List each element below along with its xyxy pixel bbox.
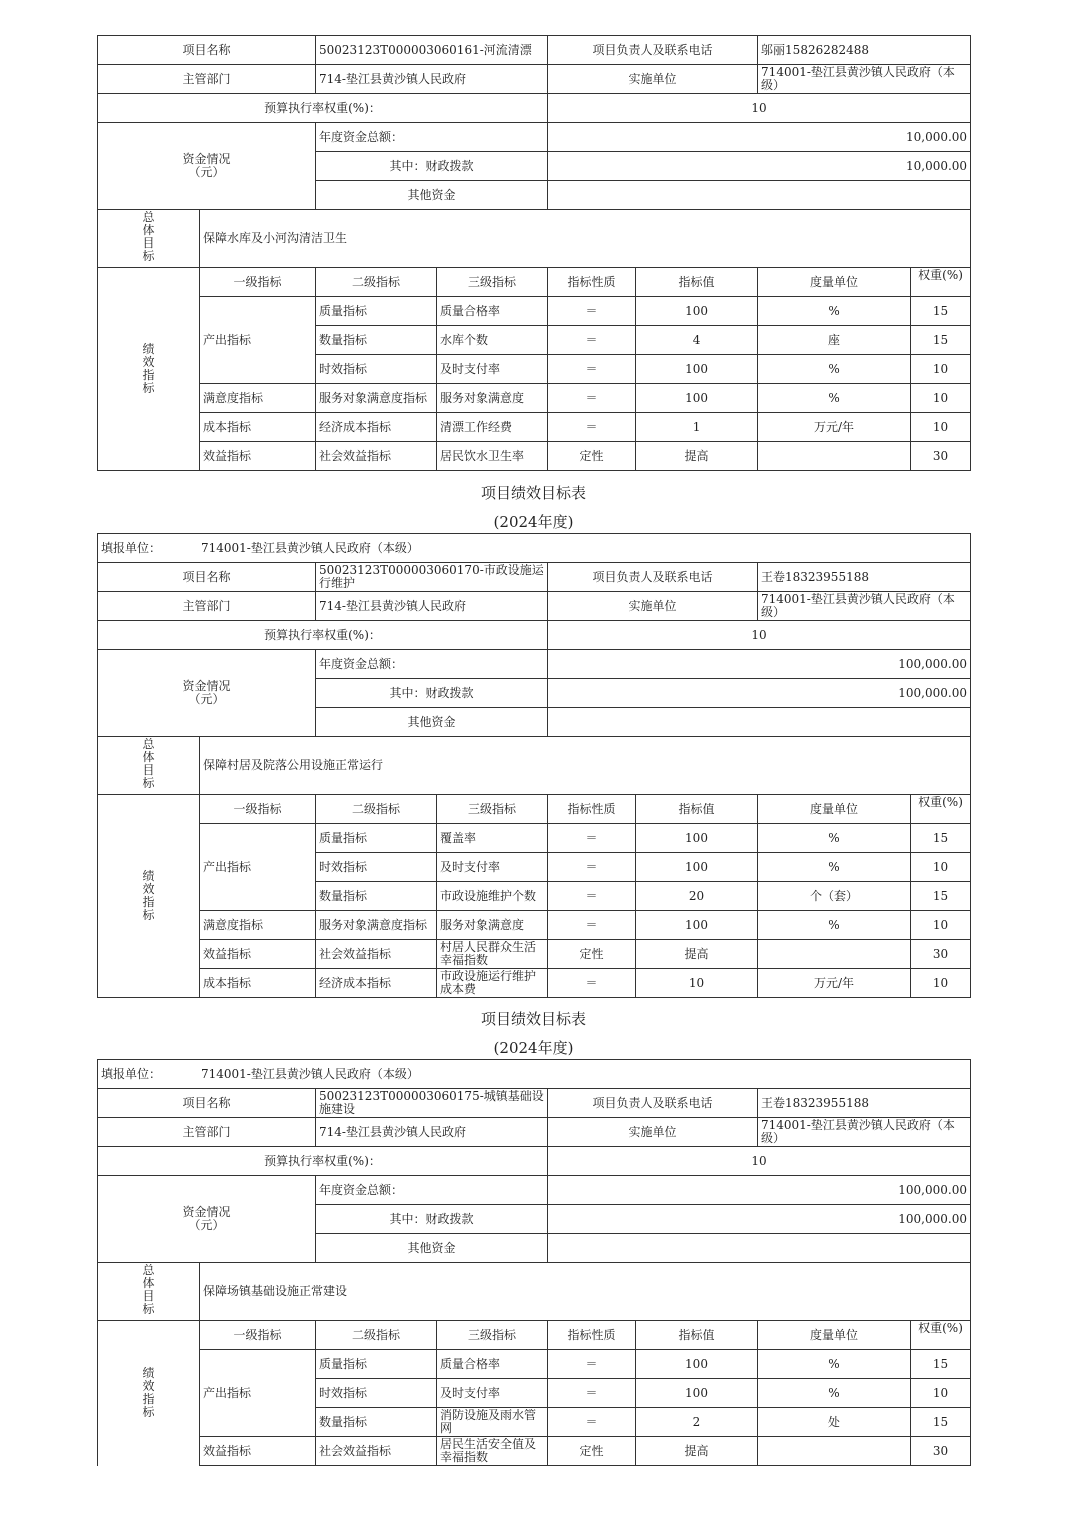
cell-weight: 10 <box>911 384 971 413</box>
cell-lv3: 及时支付率 <box>437 355 548 384</box>
label-fiscal: 其中：财政拨款 <box>316 152 548 181</box>
label-goal: 总体目标 <box>142 1263 155 1316</box>
row-goal <box>98 210 971 268</box>
cell-weight: 10 <box>911 969 971 998</box>
cell-weight: 15 <box>911 882 971 911</box>
header-lv3: 三级指标 <box>437 1321 548 1350</box>
row-project-name <box>98 1089 971 1118</box>
label-goal: 总体目标 <box>142 210 155 263</box>
label-annual-total: 年度资金总额： <box>316 650 548 679</box>
cell-unit <box>758 442 911 471</box>
cell-weight: 30 <box>911 940 971 969</box>
table-row <box>98 297 971 326</box>
label-perf: 绩效指标 <box>142 342 155 395</box>
project-name-value: 50023123T000003060170-市政设施运行维护 <box>319 564 544 590</box>
header-value: 指标值 <box>636 268 758 297</box>
annual-total-value: 10,000.00 <box>548 123 971 152</box>
header-unit: 度量单位 <box>758 1321 911 1350</box>
row-indicator-header <box>98 1321 971 1350</box>
fill-unit-value: 714001-垫江县黄沙镇人民政府（本级） <box>201 540 419 555</box>
cell-lv2: 时效指标 <box>316 1379 437 1408</box>
cell-weight: 10 <box>911 413 971 442</box>
cell-lv2: 社会效益指标 <box>316 442 437 471</box>
impl-unit-value: 714001-垫江县黄沙镇人民政府（本级） <box>761 1119 955 1145</box>
label-owner-phone: 项目负责人及联系电话 <box>548 36 758 65</box>
table-row <box>98 911 971 940</box>
header-lv2: 二级指标 <box>316 268 437 297</box>
cell-value: 提高 <box>636 1437 758 1466</box>
cell-nature: ＝ <box>548 1379 636 1408</box>
project-name-value: 50023123T000003060175-城镇基础设施建设 <box>319 1090 544 1116</box>
cell-unit: % <box>758 297 911 326</box>
cell-nature: ＝ <box>548 824 636 853</box>
header-weight: 权重(%) <box>918 269 963 282</box>
project-name-value: 50023123T000003060161-河流清漂 <box>316 36 548 65</box>
cell-value: 100 <box>636 911 758 940</box>
label-other-fund: 其他资金 <box>316 708 548 737</box>
label-budget-weight: 预算执行率权重(%)： <box>98 621 548 650</box>
cell-lv3: 及时支付率 <box>437 853 548 882</box>
table-row <box>98 1350 971 1379</box>
dept-value: 714-垫江县黄沙镇人民政府 <box>316 65 548 94</box>
table-year: (2024年度) <box>493 1039 574 1057</box>
label-fund: 资金情况（元） <box>182 679 231 706</box>
table-row <box>98 969 971 998</box>
label-owner-phone: 项目负责人及联系电话 <box>548 1089 758 1118</box>
table-year: (2024年度) <box>493 513 574 531</box>
label-project-name: 项目名称 <box>98 1089 316 1118</box>
cell-unit: % <box>758 824 911 853</box>
row-goal <box>98 737 971 795</box>
cell-value: 20 <box>636 882 758 911</box>
fill-unit-value: 714001-垫江县黄沙镇人民政府（本级） <box>201 1066 419 1081</box>
cell-unit: % <box>758 853 911 882</box>
cell-lv3: 质量合格率 <box>437 297 548 326</box>
cell-lv3: 覆盖率 <box>437 824 548 853</box>
cell-lv2: 服务对象满意度指标 <box>316 384 437 413</box>
header-lv2: 二级指标 <box>316 1321 437 1350</box>
cell-value: 10 <box>636 969 758 998</box>
header-value: 指标值 <box>636 1321 758 1350</box>
cell-nature: 定性 <box>548 940 636 969</box>
cell-lv3: 居民饮水卫生率 <box>437 442 548 471</box>
cell-nature: ＝ <box>548 326 636 355</box>
cell-lv2: 数量指标 <box>316 1408 437 1437</box>
cell-lv3: 市政设施运行维护成本费 <box>440 970 537 996</box>
row-annual-total <box>98 123 971 152</box>
budget-weight-value: 10 <box>548 1147 971 1176</box>
owner-phone-value: 邬丽15826282488 <box>758 36 971 65</box>
label-fiscal: 其中：财政拨款 <box>316 679 548 708</box>
owner-phone-value: 王卷18323955188 <box>758 1089 971 1118</box>
label-impl-unit: 实施单位 <box>548 592 758 621</box>
cell-value: 100 <box>636 1350 758 1379</box>
cell-lv1: 产出指标 <box>200 824 316 911</box>
cell-lv3: 村居人民群众生活幸福指数 <box>440 941 537 967</box>
label-other-fund: 其他资金 <box>316 1234 548 1263</box>
cell-lv3: 消防设施及雨水管网 <box>440 1409 537 1435</box>
dept-value: 714-垫江县黄沙镇人民政府 <box>316 1118 548 1147</box>
performance-table-3 <box>97 1059 971 1466</box>
row-indicator-header <box>98 795 971 824</box>
cell-lv3: 服务对象满意度 <box>437 384 548 413</box>
row-project-name <box>98 563 971 592</box>
cell-lv2: 数量指标 <box>316 882 437 911</box>
budget-weight-value: 10 <box>548 621 971 650</box>
cell-nature: ＝ <box>548 882 636 911</box>
row-dept <box>98 1118 971 1147</box>
fiscal-value: 100,000.00 <box>548 679 971 708</box>
cell-unit <box>758 1437 911 1466</box>
cell-nature: 定性 <box>548 1437 636 1466</box>
cell-unit: % <box>758 911 911 940</box>
cell-unit: 处 <box>758 1408 911 1437</box>
performance-table-1 <box>97 35 971 471</box>
cell-lv2: 数量指标 <box>316 326 437 355</box>
label-fund: 资金情况（元） <box>182 1205 231 1232</box>
label-fiscal: 其中：财政拨款 <box>316 1205 548 1234</box>
row-dept <box>98 592 971 621</box>
cell-unit: 万元/年 <box>758 969 911 998</box>
row-dept <box>98 65 971 94</box>
cell-lv3: 市政设施维护个数 <box>437 882 548 911</box>
table-row <box>98 940 971 969</box>
cell-nature: 定性 <box>548 442 636 471</box>
row-annual-total <box>98 650 971 679</box>
performance-table-2 <box>97 533 971 998</box>
label-dept: 主管部门 <box>98 1118 316 1147</box>
cell-unit <box>758 940 911 969</box>
other-fund-value <box>548 181 971 210</box>
cell-value: 100 <box>636 853 758 882</box>
cell-nature: ＝ <box>548 1350 636 1379</box>
cell-value: 4 <box>636 326 758 355</box>
table-row <box>98 442 971 471</box>
budget-weight-value: 10 <box>548 94 971 123</box>
label-project-name: 项目名称 <box>98 36 316 65</box>
annual-total-value: 100,000.00 <box>548 1176 971 1205</box>
cell-weight: 30 <box>911 1437 971 1466</box>
header-unit: 度量单位 <box>758 268 911 297</box>
cell-lv3: 质量合格率 <box>437 1350 548 1379</box>
owner-phone-value: 王卷18323955188 <box>758 563 971 592</box>
table-row <box>98 413 971 442</box>
cell-lv2: 社会效益指标 <box>316 940 437 969</box>
dept-value: 714-垫江县黄沙镇人民政府 <box>316 592 548 621</box>
label-perf: 绩效指标 <box>142 869 155 922</box>
table-row <box>98 1437 971 1466</box>
cell-lv1: 效益指标 <box>200 940 316 969</box>
label-impl-unit: 实施单位 <box>548 65 758 94</box>
cell-lv1: 产出指标 <box>200 297 316 384</box>
row-budget-weight <box>98 1147 971 1176</box>
cell-value: 2 <box>636 1408 758 1437</box>
row-budget-weight <box>98 94 971 123</box>
cell-lv2: 经济成本指标 <box>316 413 437 442</box>
header-lv1: 一级指标 <box>200 795 316 824</box>
cell-nature: ＝ <box>548 853 636 882</box>
cell-lv3: 居民生活安全值及幸福指数 <box>440 1438 537 1464</box>
goal-value: 保障场镇基础设施正常建设 <box>200 1263 971 1321</box>
row-project-name <box>98 36 971 65</box>
cell-lv1: 满意度指标 <box>200 911 316 940</box>
header-lv2: 二级指标 <box>316 795 437 824</box>
cell-nature: ＝ <box>548 355 636 384</box>
label-dept: 主管部门 <box>98 592 316 621</box>
cell-unit: % <box>758 384 911 413</box>
header-lv1: 一级指标 <box>200 1321 316 1350</box>
cell-lv2: 质量指标 <box>316 297 437 326</box>
label-other-fund: 其他资金 <box>316 181 548 210</box>
cell-nature: ＝ <box>548 384 636 413</box>
label-owner-phone: 项目负责人及联系电话 <box>548 563 758 592</box>
cell-value: 100 <box>636 824 758 853</box>
cell-lv2: 质量指标 <box>316 824 437 853</box>
cell-nature: ＝ <box>548 1408 636 1437</box>
cell-lv2: 质量指标 <box>316 1350 437 1379</box>
cell-lv3: 水库个数 <box>437 326 548 355</box>
other-fund-value <box>548 708 971 737</box>
table-row <box>98 824 971 853</box>
label-dept: 主管部门 <box>98 65 316 94</box>
row-fill-unit <box>98 534 971 563</box>
row-indicator-header <box>98 268 971 297</box>
header-value: 指标值 <box>636 795 758 824</box>
cell-lv1: 满意度指标 <box>200 384 316 413</box>
row-fill-unit <box>98 1060 971 1089</box>
label-fill-unit: 填报单位： <box>101 1066 162 1081</box>
cell-lv1: 产出指标 <box>200 1350 316 1437</box>
cell-weight: 10 <box>911 853 971 882</box>
cell-unit: 座 <box>758 326 911 355</box>
cell-value: 提高 <box>636 442 758 471</box>
cell-weight: 15 <box>911 1408 971 1437</box>
cell-lv2: 社会效益指标 <box>316 1437 437 1466</box>
cell-lv2: 经济成本指标 <box>316 969 437 998</box>
header-nature: 指标性质 <box>548 268 636 297</box>
header-nature: 指标性质 <box>548 795 636 824</box>
cell-lv2: 时效指标 <box>316 853 437 882</box>
header-weight: 权重(%) <box>918 1322 963 1335</box>
table-title: 项目绩效目标表 <box>480 484 586 502</box>
label-fill-unit: 填报单位： <box>101 540 162 555</box>
cell-lv3: 及时支付率 <box>437 1379 548 1408</box>
impl-unit-value: 714001-垫江县黄沙镇人民政府（本级） <box>761 66 955 92</box>
header-weight: 权重(%) <box>918 796 963 809</box>
impl-unit-value: 714001-垫江县黄沙镇人民政府（本级） <box>761 593 955 619</box>
cell-lv3: 清漂工作经费 <box>437 413 548 442</box>
cell-nature: ＝ <box>548 413 636 442</box>
cell-unit: % <box>758 355 911 384</box>
cell-nature: ＝ <box>548 911 636 940</box>
fiscal-value: 100,000.00 <box>548 1205 971 1234</box>
label-project-name: 项目名称 <box>98 563 316 592</box>
label-annual-total: 年度资金总额： <box>316 123 548 152</box>
goal-value: 保障村居及院落公用设施正常运行 <box>200 737 971 795</box>
cell-value: 100 <box>636 297 758 326</box>
label-perf: 绩效指标 <box>142 1366 155 1420</box>
label-annual-total: 年度资金总额： <box>316 1176 548 1205</box>
row-goal <box>98 1263 971 1321</box>
row-annual-total <box>98 1176 971 1205</box>
label-goal: 总体目标 <box>142 737 155 790</box>
label-impl-unit: 实施单位 <box>548 1118 758 1147</box>
goal-value: 保障水库及小河沟清洁卫生 <box>200 210 971 268</box>
cell-unit: % <box>758 1350 911 1379</box>
cell-value: 提高 <box>636 940 758 969</box>
cell-value: 1 <box>636 413 758 442</box>
cell-lv3: 服务对象满意度 <box>437 911 548 940</box>
cell-weight: 15 <box>911 824 971 853</box>
cell-unit: 个（套） <box>758 882 911 911</box>
cell-lv1: 效益指标 <box>200 442 316 471</box>
cell-lv2: 服务对象满意度指标 <box>316 911 437 940</box>
label-budget-weight: 预算执行率权重(%)： <box>98 94 548 123</box>
cell-lv1: 效益指标 <box>200 1437 316 1466</box>
other-fund-value <box>548 1234 971 1263</box>
cell-weight: 30 <box>911 442 971 471</box>
cell-lv1: 成本指标 <box>200 969 316 998</box>
header-lv1: 一级指标 <box>200 268 316 297</box>
cell-weight: 15 <box>911 326 971 355</box>
label-budget-weight: 预算执行率权重(%)： <box>98 1147 548 1176</box>
cell-weight: 15 <box>911 297 971 326</box>
cell-weight: 10 <box>911 1379 971 1408</box>
cell-weight: 15 <box>911 1350 971 1379</box>
header-lv3: 三级指标 <box>437 268 548 297</box>
cell-weight: 10 <box>911 355 971 384</box>
cell-unit: 万元/年 <box>758 413 911 442</box>
table-row <box>98 384 971 413</box>
cell-value: 100 <box>636 355 758 384</box>
table-title: 项目绩效目标表 <box>480 1010 586 1028</box>
cell-value: 100 <box>636 1379 758 1408</box>
cell-nature: ＝ <box>548 297 636 326</box>
cell-value: 100 <box>636 384 758 413</box>
cell-nature: ＝ <box>548 969 636 998</box>
header-unit: 度量单位 <box>758 795 911 824</box>
header-lv3: 三级指标 <box>437 795 548 824</box>
cell-weight: 10 <box>911 911 971 940</box>
header-nature: 指标性质 <box>548 1321 636 1350</box>
fiscal-value: 10,000.00 <box>548 152 971 181</box>
cell-lv1: 成本指标 <box>200 413 316 442</box>
row-budget-weight <box>98 621 971 650</box>
label-fund: 资金情况（元） <box>182 152 231 179</box>
annual-total-value: 100,000.00 <box>548 650 971 679</box>
cell-unit: % <box>758 1379 911 1408</box>
cell-lv2: 时效指标 <box>316 355 437 384</box>
